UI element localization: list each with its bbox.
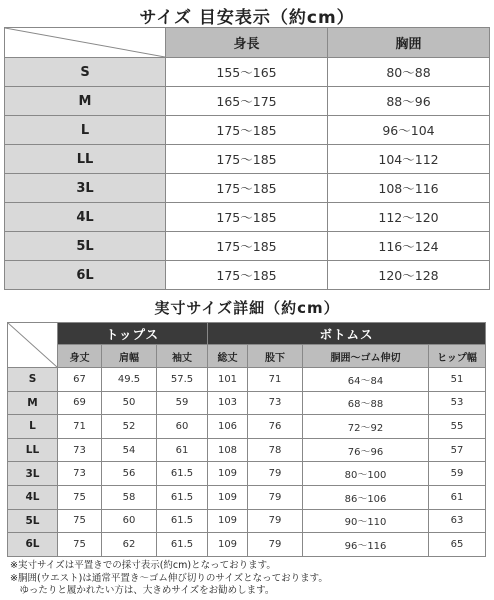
measurement-cell: 78 bbox=[248, 438, 303, 462]
row-size-label: LL bbox=[8, 438, 58, 462]
header-waist: 胴囲～ゴム伸切 bbox=[303, 345, 429, 368]
table-row bbox=[8, 415, 486, 439]
row-size-label: LL bbox=[5, 145, 166, 174]
measurement-cell: 79 bbox=[248, 509, 303, 533]
chest-cell: 104～112 bbox=[328, 145, 490, 174]
table-row bbox=[8, 462, 486, 486]
table-row bbox=[8, 438, 486, 462]
header-inseam: 股下 bbox=[248, 345, 303, 368]
chest-cell: 120～128 bbox=[328, 261, 490, 290]
size-guide-title: サイズ 目安表示（約cm） bbox=[139, 8, 355, 28]
measurement-cell: 61 bbox=[157, 438, 208, 462]
table-row bbox=[8, 485, 486, 509]
group-bottoms: ボトムス bbox=[208, 323, 486, 345]
height-cell: 175～185 bbox=[166, 145, 328, 174]
measurement-cell: 90～110 bbox=[303, 509, 429, 533]
measurement-cell: 55 bbox=[429, 415, 486, 439]
measurement-cell: 79 bbox=[248, 462, 303, 486]
measurement-cell: 75 bbox=[58, 485, 102, 509]
table-row bbox=[5, 87, 490, 116]
measurement-cell: 68～88 bbox=[303, 391, 429, 415]
row-size-label: L bbox=[5, 116, 166, 145]
measurement-cell: 103 bbox=[208, 391, 248, 415]
measurement-cell: 58 bbox=[102, 485, 157, 509]
chest-cell: 88～96 bbox=[328, 87, 490, 116]
notes bbox=[10, 560, 328, 598]
group-header-row bbox=[8, 323, 486, 345]
measurement-cell: 73 bbox=[248, 391, 303, 415]
chest-cell: 108～116 bbox=[328, 174, 490, 203]
group-tops: トップス bbox=[58, 323, 208, 345]
measurement-cell: 51 bbox=[429, 368, 486, 392]
measurements-table bbox=[7, 322, 486, 557]
height-cell: 175～185 bbox=[166, 203, 328, 232]
measurement-cell: 59 bbox=[157, 391, 208, 415]
table-row bbox=[5, 203, 490, 232]
table-row bbox=[5, 261, 490, 290]
measurement-cell: 69 bbox=[58, 391, 102, 415]
measurement-cell: 108 bbox=[208, 438, 248, 462]
note-line: ※実寸サイズは平置きでの採寸表示(約cm)となっております。 bbox=[10, 560, 276, 571]
measurement-cell: 57.5 bbox=[157, 368, 208, 392]
header-body-length: 身丈 bbox=[58, 345, 102, 368]
row-size-label: 5L bbox=[8, 509, 58, 533]
row-size-label: 3L bbox=[8, 462, 58, 486]
measurement-cell: 71 bbox=[58, 415, 102, 439]
measurement-cell: 79 bbox=[248, 533, 303, 557]
measurement-cell: 61.5 bbox=[157, 485, 208, 509]
measurement-cell: 61 bbox=[429, 485, 486, 509]
size-guide-header-row bbox=[5, 28, 490, 58]
row-size-label: L bbox=[8, 415, 58, 439]
measurement-cell: 86～106 bbox=[303, 485, 429, 509]
table-row bbox=[5, 116, 490, 145]
measurement-cell: 61.5 bbox=[157, 509, 208, 533]
note-line: ゆったりと履かれたい方は、大きめサイズをお勧めします。 bbox=[10, 585, 275, 596]
measurement-cell: 76～96 bbox=[303, 438, 429, 462]
measurement-cell: 109 bbox=[208, 533, 248, 557]
measurement-cell: 109 bbox=[208, 485, 248, 509]
chest-cell: 96～104 bbox=[328, 116, 490, 145]
chest-cell: 80～88 bbox=[328, 58, 490, 87]
header-shoulder: 肩幅 bbox=[102, 345, 157, 368]
header-height: 身長 bbox=[166, 28, 328, 58]
row-size-label: M bbox=[8, 391, 58, 415]
measurement-cell: 61.5 bbox=[157, 462, 208, 486]
measurement-cell: 72～92 bbox=[303, 415, 429, 439]
corner-cell bbox=[5, 28, 166, 58]
measurement-cell: 75 bbox=[58, 533, 102, 557]
row-size-label: S bbox=[8, 368, 58, 392]
measurement-cell: 63 bbox=[429, 509, 486, 533]
measurement-cell: 109 bbox=[208, 462, 248, 486]
measurements-title: 実寸サイズ詳細（約cm） bbox=[154, 299, 340, 317]
height-cell: 175～185 bbox=[166, 232, 328, 261]
measurement-cell: 61.5 bbox=[157, 533, 208, 557]
measurement-cell: 101 bbox=[208, 368, 248, 392]
size-guide-table bbox=[4, 27, 490, 290]
height-cell: 175～185 bbox=[166, 261, 328, 290]
table-row bbox=[8, 509, 486, 533]
header-sleeve: 袖丈 bbox=[157, 345, 208, 368]
measurement-cell: 53 bbox=[429, 391, 486, 415]
header-total-length: 総丈 bbox=[208, 345, 248, 368]
height-cell: 155～165 bbox=[166, 58, 328, 87]
measurement-cell: 56 bbox=[102, 462, 157, 486]
measurement-cell: 52 bbox=[102, 415, 157, 439]
measurement-cell: 59 bbox=[429, 462, 486, 486]
row-size-label: M bbox=[5, 87, 166, 116]
measurement-cell: 64～84 bbox=[303, 368, 429, 392]
height-cell: 175～185 bbox=[166, 116, 328, 145]
corner-cell bbox=[8, 323, 58, 368]
table-row bbox=[8, 368, 486, 392]
measurement-cell: 73 bbox=[58, 438, 102, 462]
measurement-cell: 106 bbox=[208, 415, 248, 439]
measurement-cell: 62 bbox=[102, 533, 157, 557]
measurement-cell: 80～100 bbox=[303, 462, 429, 486]
measurement-cell: 79 bbox=[248, 485, 303, 509]
measurement-cell: 54 bbox=[102, 438, 157, 462]
measurement-cell: 96～116 bbox=[303, 533, 429, 557]
header-chest: 胸囲 bbox=[328, 28, 490, 58]
table-row bbox=[5, 174, 490, 203]
measurement-cell: 73 bbox=[58, 462, 102, 486]
chest-cell: 116～124 bbox=[328, 232, 490, 261]
table-row bbox=[5, 58, 490, 87]
measurement-cell: 50 bbox=[102, 391, 157, 415]
measurement-cell: 60 bbox=[102, 509, 157, 533]
row-size-label: 4L bbox=[5, 203, 166, 232]
row-size-label: 6L bbox=[8, 533, 58, 557]
table-row bbox=[5, 232, 490, 261]
note-line: ※胴囲(ウエスト)は通常平置き～ゴム伸び切りのサイズとなっております。 bbox=[10, 572, 328, 584]
header-hip: ヒップ幅 bbox=[429, 345, 486, 368]
table-row bbox=[8, 533, 486, 557]
measurement-cell: 49.5 bbox=[102, 368, 157, 392]
measurement-cell: 60 bbox=[157, 415, 208, 439]
measurement-cell: 71 bbox=[248, 368, 303, 392]
row-size-label: 4L bbox=[8, 485, 58, 509]
row-size-label: 3L bbox=[5, 174, 166, 203]
sub-header-row bbox=[8, 345, 486, 368]
height-cell: 175～185 bbox=[166, 174, 328, 203]
table-row bbox=[8, 391, 486, 415]
chest-cell: 112～120 bbox=[328, 203, 490, 232]
measurement-cell: 67 bbox=[58, 368, 102, 392]
row-size-label: 5L bbox=[5, 232, 166, 261]
height-cell: 165～175 bbox=[166, 87, 328, 116]
measurement-cell: 109 bbox=[208, 509, 248, 533]
measurement-cell: 75 bbox=[58, 509, 102, 533]
table-row bbox=[5, 145, 490, 174]
row-size-label: S bbox=[5, 58, 166, 87]
measurement-cell: 65 bbox=[429, 533, 486, 557]
measurement-cell: 57 bbox=[429, 438, 486, 462]
measurement-cell: 76 bbox=[248, 415, 303, 439]
row-size-label: 6L bbox=[5, 261, 166, 290]
